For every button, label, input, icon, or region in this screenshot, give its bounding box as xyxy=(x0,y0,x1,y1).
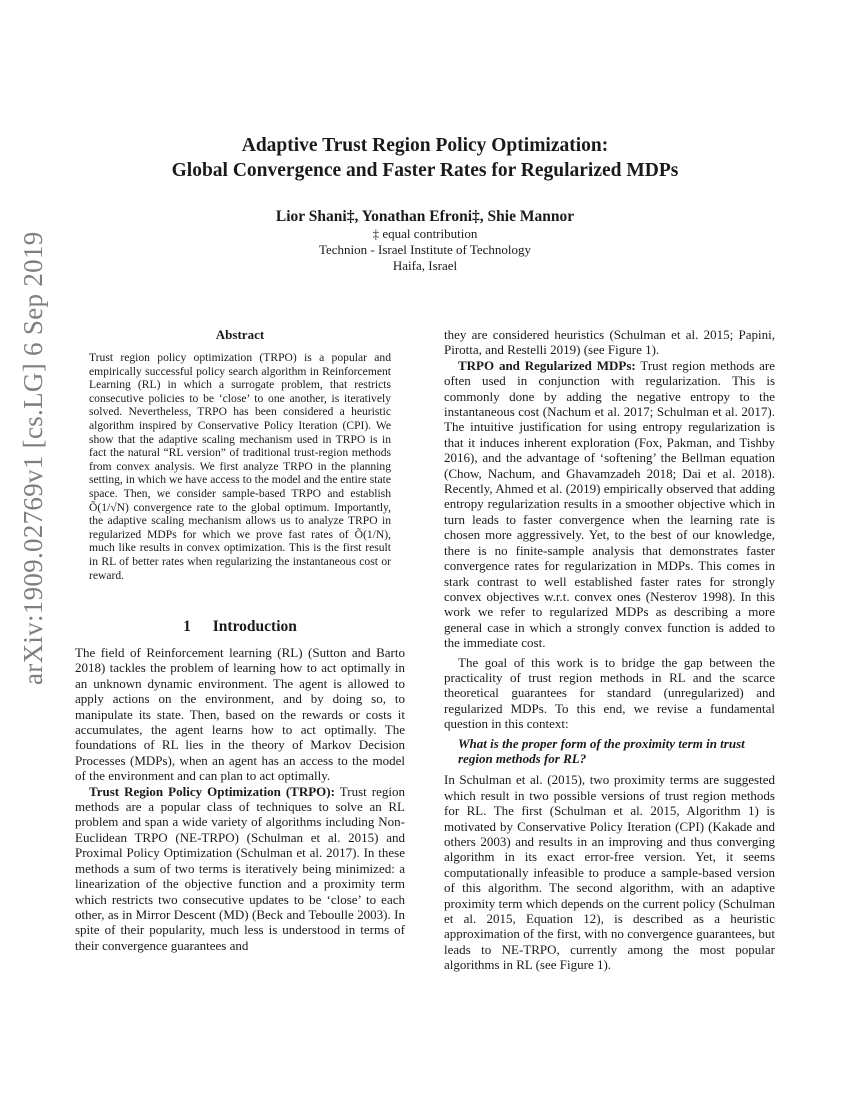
section-title: Introduction xyxy=(212,618,297,635)
paragraph-lead-trpo: Trust Region Policy Optimization (TRPO): xyxy=(89,783,335,799)
intro-paragraph-5: In Schulman et al. (2015), two proximity terms are suggested which result in two possible versions of trust region methods for RL. The first (Schulman et al. 2015, Algorithm 1) is motivated by Conservative Policy Iteration (CPI) (Kakade and others 2003) and results in an improving and thus converging algorithm in its exact error-free version. Yet, it seems computationally infeasible to produce a sample-based version of this algorithm. The second algorithm, with an adaptive proximity term which depends on the current policy (Schulman et al. 2015, Equation 12), is described as a heuristic approximation of the first, with no convergence guarantees, but leads to NE-TRPO, currently among the most popular algorithms in RL (see Figure 1). xyxy=(444,772,775,973)
intro-paragraph-1: The field of Reinforcement learning (RL) (Sutton and Barto 2018) tackles the problem of learning how to act optimally in an unknown dynamic environment. The agent is allowed to apply actions on the environment, and by doing so, to manipulate its state. Then, based on the rewards or costs it accumulates, the agent learns how to act optimally. The foundations of RL lies in the theory of Markov Decision Processes (MDPs), when an agent has an access to the model of the environment and can plan to act optimally. xyxy=(75,645,405,784)
title-line-2: Global Convergence and Faster Rates for Regularized MDPs xyxy=(171,160,679,181)
arxiv-identifier-stamp: arXiv:1909.02769v1 [cs.LG] 6 Sep 2019 xyxy=(18,231,48,685)
intro-paragraph-3 xyxy=(444,358,775,651)
abstract-text: Trust region policy optimization (TRPO) is a popular and empirically successful policy search algorithm in Reinforcement Learning (RL) in which a surrogate problem, that restricts consecutive policies to be ‘close’ to one another, is iteratively solved. Nevertheless, TRPO has been considered a heuristic algorithm inspired by Conservative Policy Iteration (CPI). We show that the adaptive scaling mechanism used in TRPO is in fact the natural “RL version” of traditional trust-region methods from convex analysis. We first analyze TRPO in the planning setting, in which we have access to the model and the entire state space. Then, we consider sample-based TRPO and establish Õ(1/√N) convergence rate to the global optimum. Importantly, the adaptive scaling mechanism allows us to analyze TRPO in regularized MDPs for which we prove fast rates of Õ(1/N), much like results in convex optimization. This is the first result in RL of better rates when regularizing the instantaneous cost or reward. xyxy=(89,351,391,582)
paragraph-3-text: Trust region methods are often used in conjunction with regularization. This is commonly done by adding the negative entropy to the instantaneous cost (Nachum et al. 2017; Schulman et al. 2017). The intuitive justification for using entropy regularization is that it induces inherent exploration (Fox, Pakman, and Tishby 2016), and the advantage of ‘softening’ the Bellman equation (Chow, Nachum, and Ghavamzadeh 2018; Dai et al. 2018). Recently, Ahmed et al. (2019) empirically observed that adding entropy regularization results in a smoother objective which in turn leads to faster convergence when the learning rate is chosen more aggressively. Yet, to the best of our knowledge, there is no finite-sample analysis that demonstrates faster convergence rates for regularization in MDPs. This comes in stark contrast to well established faster rates for strongly convex objectives w.r.t. convex ones (Nesterov 1998). In this work we refer to regularized MDPs as describing a more general case in which a strongly convex function is added to the immediate cost. xyxy=(444,357,775,651)
affiliation-block xyxy=(0,226,850,274)
paper-title xyxy=(0,133,850,183)
title-line-1: Adaptive Trust Region Policy Optimization: xyxy=(241,135,609,156)
section-heading-introduction xyxy=(75,618,405,636)
paragraph-2-text: Trust region methods are a popular class of techniques to solve an RL problem and span a wide variety of algorithms including Non-Euclidean TRPO (NE-TRPO) (Schulman et al. 2015) and Proximal Policy Optimization (Schulman et al. 2017). In these methods a sum of two terms is iteratively being minimized: a linearization of the objective function and a proximity term which restricts two consecutive updates to be ‘close’ to each other, as in Mirror Descent (MD) (Beck and Teboulle 2003). In spite of their popularity, much less is understood in terms of their convergence guarantees and xyxy=(75,783,405,953)
institution: Technion - Israel Institute of Technology xyxy=(318,242,532,257)
research-question: What is the proper form of the proximity term in trust region methods for RL? xyxy=(458,735,745,766)
intro-paragraph-2 xyxy=(75,784,405,953)
paragraph-lead-regularized: TRPO and Regularized MDPs: xyxy=(458,357,636,373)
abstract-heading: Abstract xyxy=(215,327,265,342)
right-column-body xyxy=(444,327,775,973)
intro-paragraph-4: The goal of this work is to bridge the gap between the practicality of trust region methods in RL and the scarce theoretical guarantees for standard (unregularized) and regularized MDPs. To this end, we revise a fundamental question in this context: xyxy=(444,654,775,732)
section-number: 1 xyxy=(183,618,191,635)
left-column-body xyxy=(75,645,405,953)
author-list: Lior Shani‡, Yonathan Efroni‡, Shie Mannor xyxy=(275,208,575,225)
intro-paragraph-2-continued: they are considered heuristics (Schulman et al. 2015; Papini, Pirotta, and Restelli 2019) (see Figure 1). xyxy=(444,327,775,358)
location: Haifa, Israel xyxy=(392,258,458,273)
equal-contribution-note: ‡ equal contribution xyxy=(372,226,478,241)
